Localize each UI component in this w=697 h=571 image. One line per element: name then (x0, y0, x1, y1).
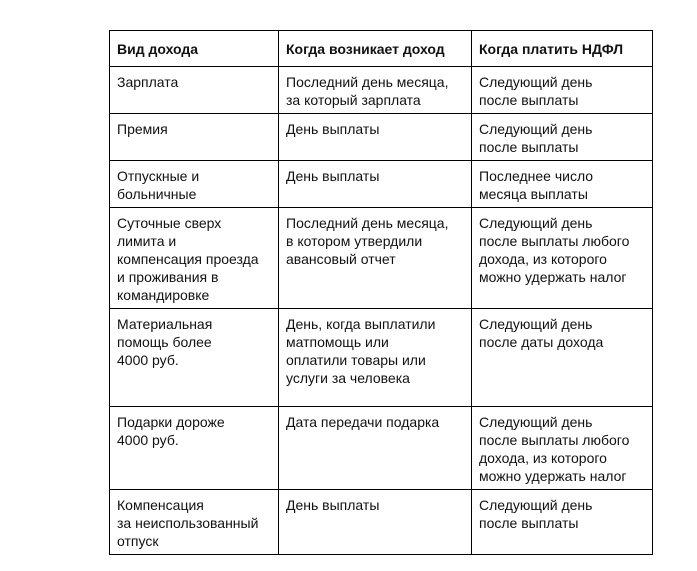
income-type-cell: Компенсация за неиспользованный отпуск (110, 490, 279, 555)
tax-payment-cell: Последнее число месяца выплаты (472, 161, 653, 208)
table-row (110, 309, 653, 407)
income-type-cell: Подарки дороже 4000 руб. (110, 407, 279, 490)
income-type-cell: Отпускные и больничные (110, 161, 279, 208)
table-row (110, 161, 653, 208)
income-date-cell: Дата передачи подарка (279, 407, 472, 490)
tax-payment-cell: Следующий день после выплаты (472, 114, 653, 161)
income-date-cell: День, когда выплатили матпомощь или оплатили товары или услуги за человека (279, 309, 472, 407)
income-type-cell: Зарплата (110, 67, 279, 114)
header-income-type: Вид дохода (110, 31, 279, 67)
tax-payment-cell: Следующий день после выплаты любого дохода, из которого можно удержать налог (472, 407, 653, 490)
header-tax-payment-date: Когда платить НДФЛ (472, 31, 653, 67)
tax-payment-cell: Следующий день после выплаты (472, 490, 653, 555)
income-date-cell: Последний день месяца, за который зарплата (279, 67, 472, 114)
tax-payment-cell: Следующий день после выплаты любого дохода, из которого можно удержать налог (472, 208, 653, 309)
table-row (110, 114, 653, 161)
header-income-date: Когда возникает доход (279, 31, 472, 67)
table-row (110, 67, 653, 114)
tax-payment-cell: Следующий день после даты дохода (472, 309, 653, 407)
ndfl-table (109, 30, 653, 555)
income-type-cell: Суточные сверх лимита и компенсация проезда и проживания в командировке (110, 208, 279, 309)
income-date-cell: Последний день месяца, в котором утвердили авансовый отчет (279, 208, 472, 309)
table-row (110, 490, 653, 555)
tax-payment-cell: Следующий день после выплаты (472, 67, 653, 114)
income-date-cell: День выплаты (279, 161, 472, 208)
income-type-cell: Премия (110, 114, 279, 161)
income-date-cell: День выплаты (279, 490, 472, 555)
table-row (110, 208, 653, 309)
income-type-cell: Материальная помощь более 4000 руб. (110, 309, 279, 407)
table-header-row (110, 31, 653, 67)
table-row (110, 407, 653, 490)
income-date-cell: День выплаты (279, 114, 472, 161)
